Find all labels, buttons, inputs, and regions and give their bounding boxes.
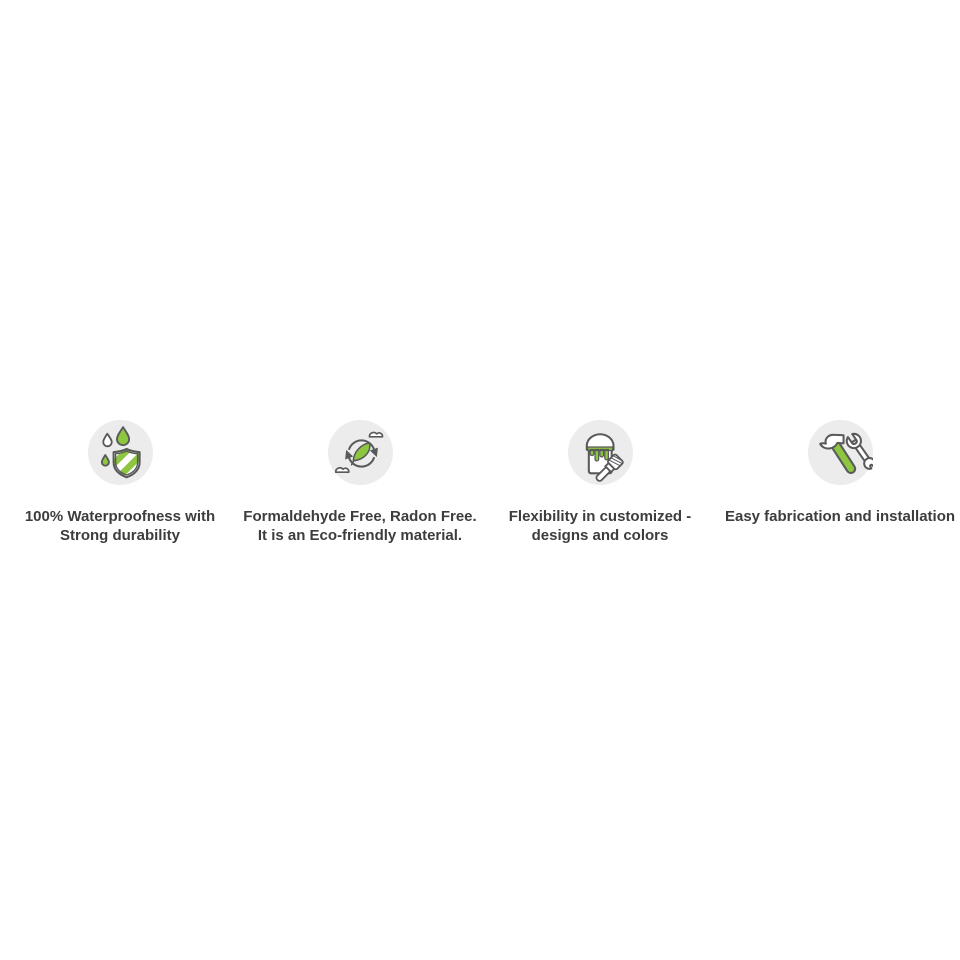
feature-caption: [25, 507, 215, 545]
feature-caption: [243, 507, 476, 545]
feature-caption-line: Easy fabrication and installation: [724, 508, 956, 525]
feature-item-easy-installation: [720, 420, 960, 545]
feature-caption-line: It is an Eco-friendly material.: [257, 527, 463, 544]
feature-caption-line: Formaldehyde Free, Radon Free.: [243, 508, 477, 525]
feature-caption-line: designs and colors: [531, 527, 669, 544]
features-row: [0, 420, 960, 545]
hammer-wrench-icon: [808, 420, 873, 485]
feature-item-custom-designs: [480, 420, 720, 545]
waterproof-shield-icon: [88, 420, 153, 485]
eco-recycle-leaf-icon: [328, 420, 393, 485]
feature-item-eco-friendly: [240, 420, 480, 545]
feature-caption-line: Strong durability: [59, 527, 180, 544]
feature-caption: [725, 507, 955, 526]
feature-caption: [509, 507, 692, 545]
paint-bucket-brush-icon: [568, 420, 633, 485]
feature-caption-line: Flexibility in customized -: [508, 508, 692, 525]
feature-item-waterproofness: [0, 420, 240, 545]
feature-caption-line: 100% Waterproofness with: [24, 508, 216, 525]
